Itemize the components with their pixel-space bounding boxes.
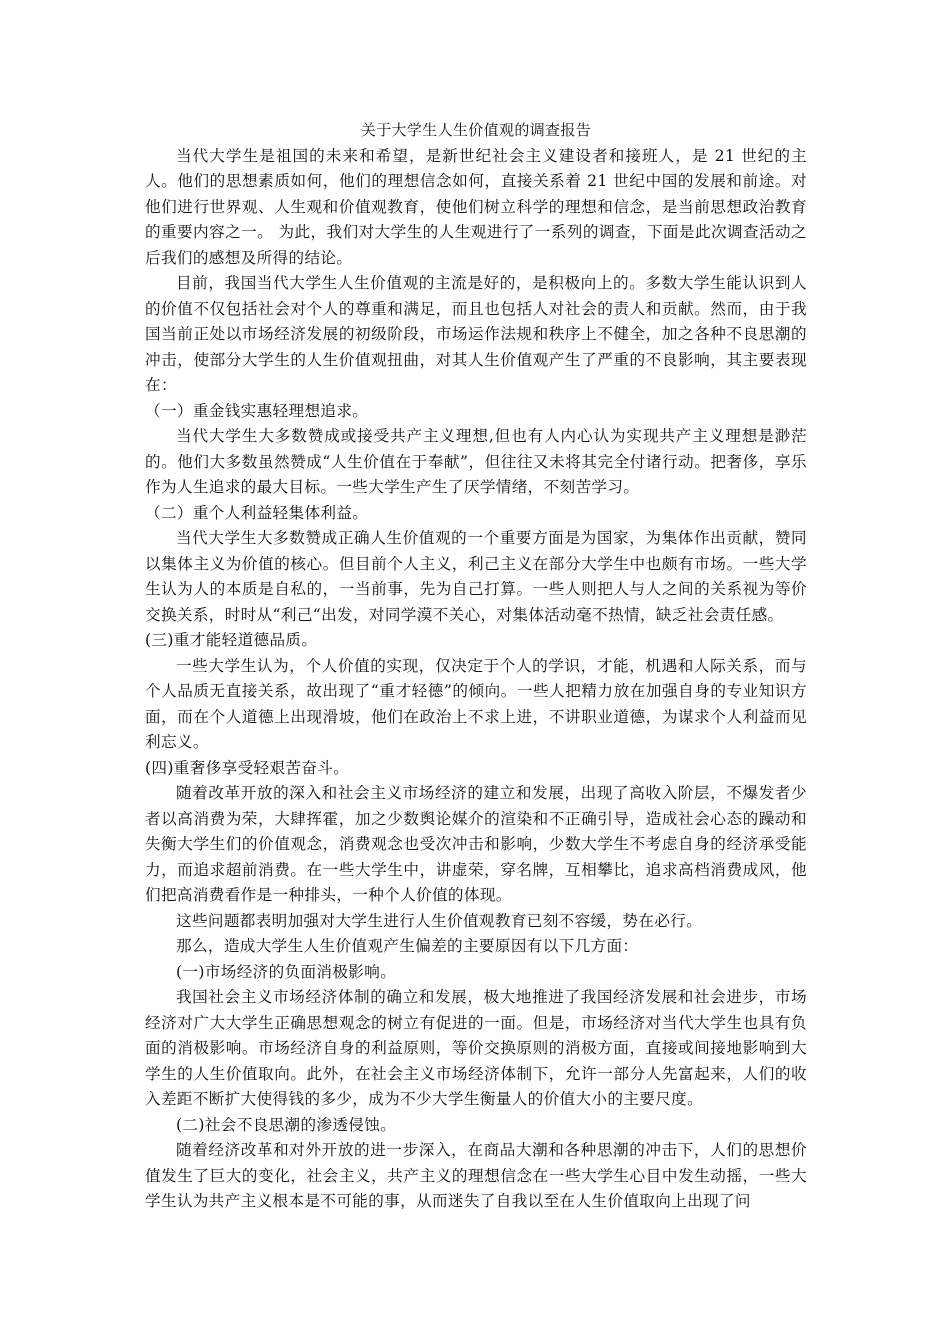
document-body: [145, 118, 807, 1215]
section-heading: (三)重才能轻道德品质。: [145, 631, 318, 649]
section-heading: (二)社会不良思潮的渗透侵蚀。: [176, 1115, 397, 1134]
paragraph: 目前，我国当代大学生人生价值观的主流是好的，是积极向上的。多数大学生能认识到人的价值不仅包括社会对个人的尊重和满足，而且也包括人对社会的责人和贡献。然而，由于我国当前正处以市场经济发展的初级阶段，市场运作法规和秩序上不健全，加之各种不良思潮的冲击，使部分大学生的人生价值观扭曲，对其人生价值观产生了严重的不良影响，其主要表现在：: [145, 274, 807, 394]
paragraph: 一些大学生认为，个人价值的实现，仅决定于个人的学识，才能，机遇和人际关系，而与个人品质无直接关系，故出现了“重才轻德”的倾向。一些人把精力放在加强自身的专业知识方面，而在个人道德上出现滑坡，他们在政治上不求上进，不讲职业道德，为谋求个人利益而见利忘义。: [145, 656, 807, 751]
paragraph: 这些问题都表明加强对大学生进行人生价值观教育已刻不容缓，势在必行。: [176, 911, 703, 930]
paragraph: 当代大学生大多数赞成正确人生价值观的一个重要方面是为国家，为集体作出贡献，赞同以集体主义为价值的核心。但目前个人主义，利己主义在部分大学生中也颇有市场。一些大学生认为人的本质是自私的，一当前事，先为自己打算。一些人则把人与人之间的关系视为等价交换关系，时时从“利己“出发，对同学漠不关心，对集体活动毫不热情，缺乏社会责任感。: [145, 529, 807, 624]
paragraph: 当代大学生是祖国的未来和希望，是新世纪社会主义建设者和接班人，是 21 世纪的主人。他们的思想素质如何，他们的理想信念如何，直接关系着 21 世纪中国的发展和前途。对他们进行世界观、人生观和价值观教育，使他们树立科学的理想和信念，是当前思想政治教育的重要内容之一。 为此，我们对大学生的人生观进行了一系列的调查，下面是此次调查活动之后我们的感想及所得的结论。: [145, 146, 807, 267]
section-heading: （一）重金钱实惠轻理想追求。: [145, 401, 369, 420]
section-heading: (一)市场经济的负面消极影响。: [176, 962, 397, 981]
section-heading: （二）重个人利益轻集体利益。: [145, 503, 369, 522]
paragraph: 随着经济改革和对外开放的进一步深入，在商品大潮和各种思潮的冲击下，人们的思想价值发生了巨大的变化，社会主义，共产主义的理想信念在一些大学生心目中发生动摇，一些大学生认为共产主义根本是不可能的事，从而迷失了自我以至在人生价值取向上出现了问: [145, 1141, 807, 1210]
section-heading: (四)重奢侈享受轻艰苦奋斗。: [145, 758, 350, 777]
paragraph: 我国社会主义市场经济体制的确立和发展，极大地推进了我国经济发展和社会进步，市场经济对广大大学生正确思想观念的树立有促进的一面。但是，市场经济对当代大学生也具有负面的消极影响。市场经济自身的利益原则，等价交换原则的消极方面，直接或间接地影响到大学生的人生价值取向。此外，在社会主义市场经济体制下，允许一部分人先富起来，人们的收入差距不断扩大使得钱的多少，成为不少大学生衡量人的价值大小的主要尺度。: [145, 988, 807, 1108]
paragraph: 当代大学生大多数赞成或接受共产主义理想,但也有人内心认为实现共产主义理想是渺茫的。他们大多数虽然赞成“人生价值在于奉献”，但往往又未将其完全付诸行动。把奢侈，享乐作为人生追求的最大目标。一些大学生产生了厌学情绪，不刻苦学习。: [145, 427, 807, 496]
paragraph: 随着改革开放的深入和社会主义市场经济的建立和发展，出现了高收入阶层，不爆发者少者以高消费为荣，大肆挥霍，加之少数舆论媒介的渲染和不正确引导，造成社会心态的躁动和失衡大学生们的价值观念，消费观念也受次冲击和影响，少数大学生不考虑自身的经济承受能力，而追求超前消费。在一些大学生中，讲虚荣，穿名牌，互相攀比，追求高档消费成风，他们把高消费看作是一种排头，一种个人价值的体现。: [145, 784, 807, 904]
paragraph: 那么，造成大学生人生价值观产生偏差的主要原因有以下几方面：: [176, 937, 639, 955]
document-title: 关于大学生人生价值观的调查报告: [360, 121, 592, 139]
